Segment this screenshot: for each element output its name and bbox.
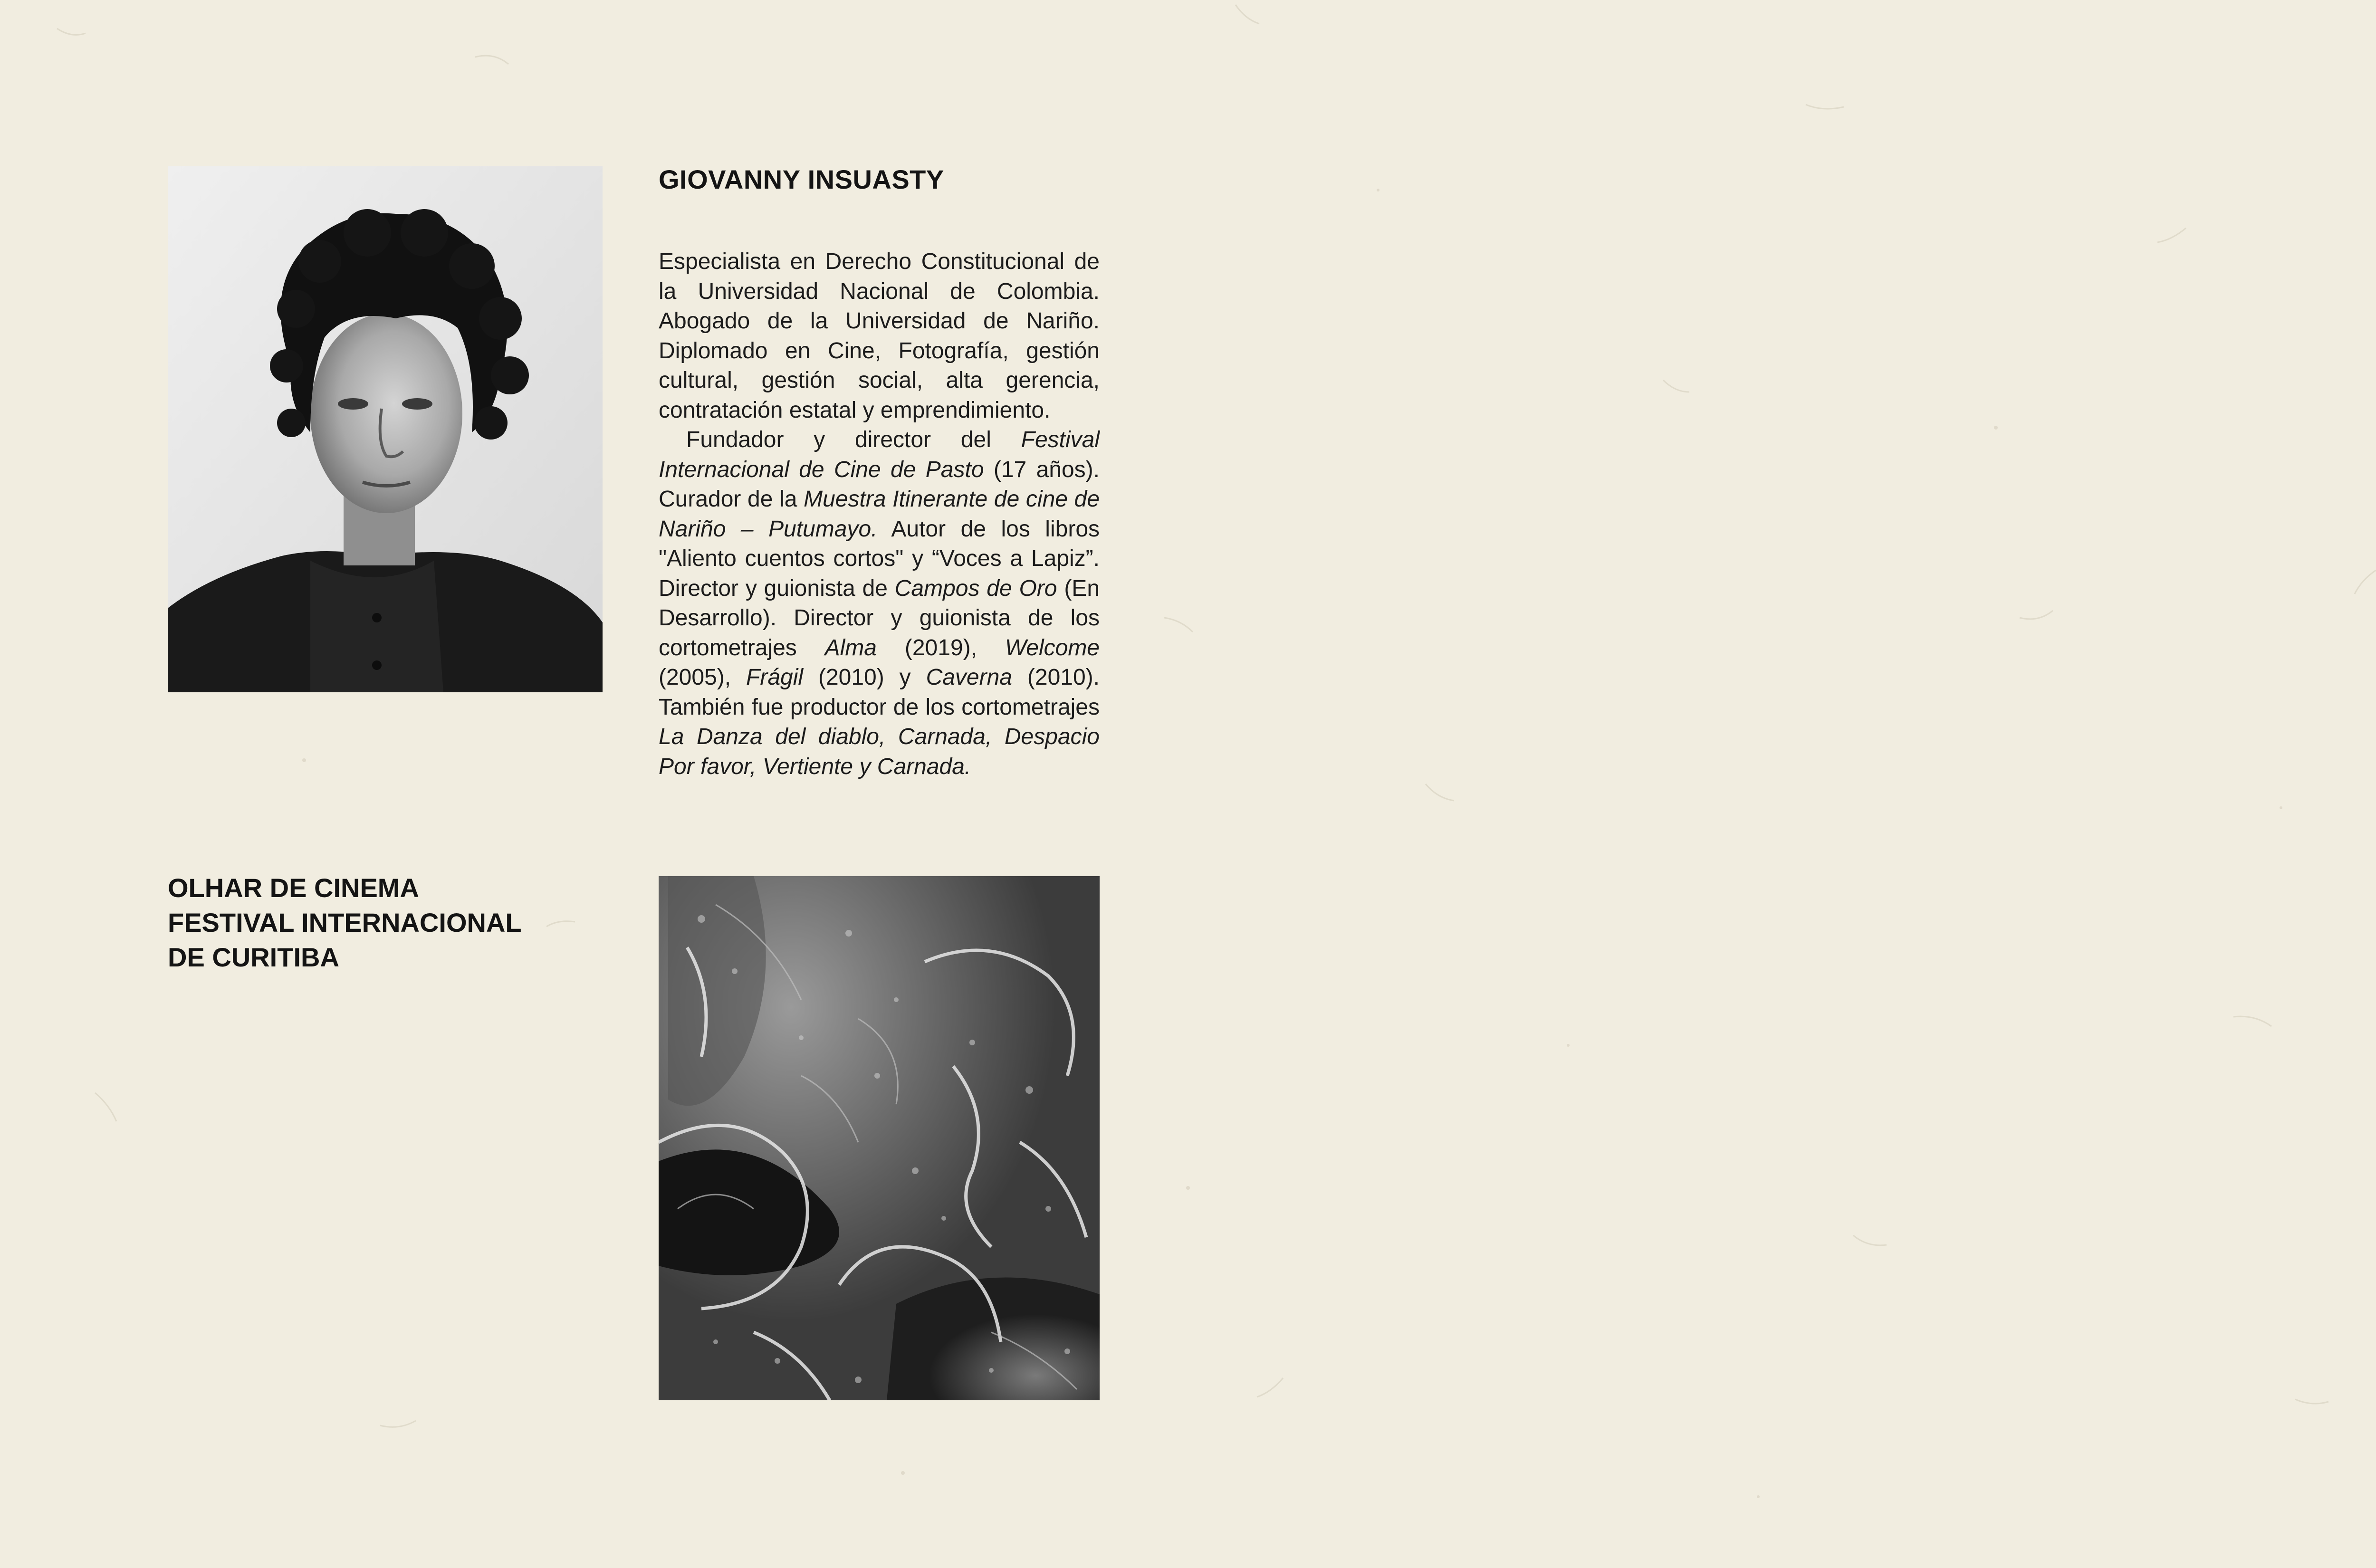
bio-text — [659, 247, 1100, 782]
festival-title-line: DE CURITIBA — [168, 942, 339, 972]
bio-paragraph-2: Fundador y director del Festival Internacional de Cine de Pasto (17 años). Curador de la Muestra Itinerante de cine de Nariño – Putumayo. Autor de los libros "Aliento cuentos cortos" y “Voces a Lapiz”. Director y guionista de Campos de Oro (En Desarrollo). Director y guionista de los cortometrajes Alma (2019), Welcome (2005), Frágil (2010) y Caverna (2010). También fue productor de los cortometrajes La Danza del diablo, Carnada, Despacio Por favor, Vertiente y Carnada. — [659, 427, 1100, 779]
festival-title — [168, 870, 595, 975]
bio-paragraph-1: Especialista en Derecho Constitucional de la Universidad Nacional de Colombia. Abogado de la Universidad de Nariño. Diplomado en Cine, Fotografía, gestión cultural, gestión social, alta gerencia, contratación estatal y emprendimiento. — [659, 249, 1100, 423]
person-name: GIOVANNY INSUASTY — [659, 164, 944, 194]
festival-title-line: OLHAR DE CINEMA — [168, 873, 419, 903]
festival-title-line: FESTIVAL INTERNACIONAL — [168, 908, 522, 937]
ice-texture-photo — [659, 876, 1100, 1400]
portrait-photo — [168, 166, 603, 692]
